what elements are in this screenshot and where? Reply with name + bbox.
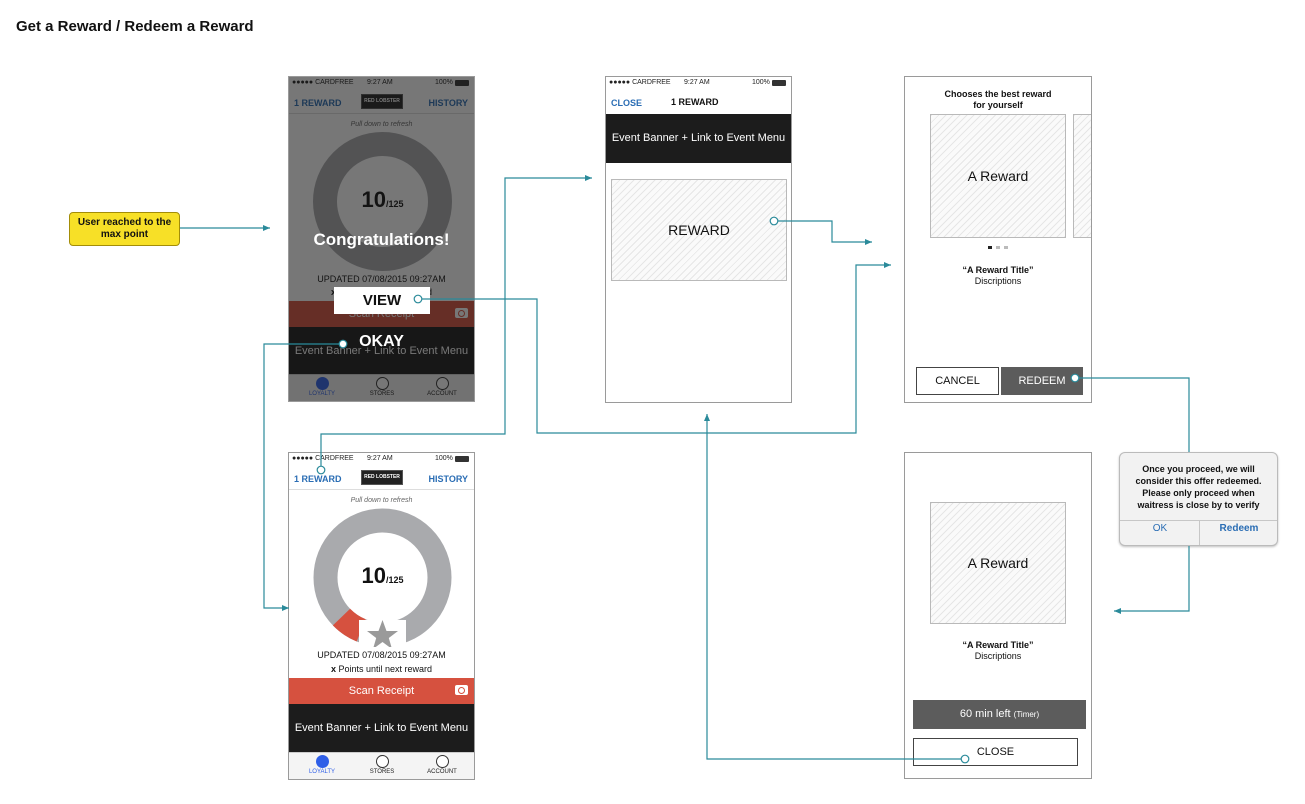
status-bar [606, 77, 791, 91]
redeemed-reward-image [930, 502, 1066, 624]
alert-redeem-label: Redeem [1219, 523, 1259, 534]
nav-bar [289, 467, 474, 490]
cancel-button[interactable] [916, 367, 999, 395]
stores-icon [376, 755, 389, 768]
pager-dot [1004, 246, 1008, 249]
redeem-button[interactable] [1001, 367, 1083, 395]
cancel-label: CANCEL [935, 375, 980, 387]
reward-title: “A Reward Title” [962, 265, 1034, 275]
alert-redeem-button[interactable] [1200, 523, 1278, 534]
alert-to-redeemed-arrow [1114, 546, 1189, 611]
points-max: /125 [385, 575, 404, 585]
timer-label: 60 min left [959, 708, 1011, 720]
points-value: 10 [361, 563, 386, 588]
carrier-label: ●●●●● CARDFREE [292, 455, 354, 462]
event-banner[interactable]: Event Banner + Link to Event Menu [289, 704, 474, 752]
loyalty-icon [316, 755, 329, 768]
alert-ok-button[interactable] [1121, 523, 1199, 534]
scan-receipt-bar[interactable] [289, 678, 474, 704]
choose-reward-phone [904, 76, 1092, 403]
timer-bar [913, 700, 1086, 729]
congrats-phone [288, 76, 475, 402]
redeemed-reward-title: “A Reward Title” [962, 640, 1034, 650]
camera-icon [455, 685, 468, 695]
view-button[interactable] [334, 287, 430, 314]
points-readout [329, 563, 436, 589]
battery-icon [455, 456, 469, 462]
pager-dot-active [988, 246, 992, 249]
account-icon [436, 755, 449, 768]
redeemed-phone [904, 452, 1092, 779]
view-label: VIEW [362, 292, 402, 309]
carrier-label: ●●●●● CARDFREE [609, 79, 671, 86]
brand-logo: RED LOBSTER [361, 470, 403, 485]
alert-message: Once you proceed, we will consider this offer redeemed. Please only proceed when waitress is close by to verify [1135, 464, 1262, 510]
redeemed-descriptions: Discriptions [974, 651, 1022, 661]
status-bar [289, 453, 474, 467]
battery-label: 100% [435, 455, 453, 462]
page-title: Get a Reward / Redeem a Reward [16, 18, 254, 35]
okay-button[interactable] [289, 333, 474, 351]
pager-dot [996, 246, 1000, 249]
max-point-note [69, 212, 180, 246]
battery-icon [772, 80, 786, 86]
reward-card[interactable] [611, 179, 787, 281]
progress-arc [341, 617, 361, 630]
tab-account[interactable] [417, 755, 467, 775]
battery-label: 100% [752, 79, 770, 86]
time-label: 9:27 AM [684, 79, 710, 86]
redeem-label: REDEEM [1018, 375, 1066, 387]
reward-descriptions: Discriptions [974, 276, 1022, 286]
tab-loyalty[interactable] [297, 755, 347, 775]
reward-list-title: 1 REWARD [671, 97, 719, 107]
close-label: CLOSE [976, 746, 1015, 758]
time-label: 9:27 AM [367, 455, 393, 462]
scan-receipt-label: Scan Receipt [348, 685, 415, 697]
okay-label: OKAY [359, 333, 404, 350]
reward-card-label: REWARD [668, 222, 730, 238]
points-until-label [289, 664, 474, 674]
pull-hint: Pull down to refresh [350, 497, 413, 504]
congrats-title: Congratulations! [313, 230, 450, 249]
reward-link[interactable]: 1 REWARD [294, 474, 342, 484]
points-until-text: Points until next reward [338, 664, 433, 674]
alert-ok-label: OK [1152, 523, 1168, 534]
redeemed-reward-label: A Reward [967, 555, 1029, 571]
confirm-alert [1119, 452, 1278, 546]
redeem-to-alert-line [1075, 378, 1189, 452]
close-button[interactable] [913, 738, 1078, 766]
tab-account-label: ACCOUNT [427, 769, 457, 775]
updated-label: UPDATED 07/08/2015 09:27AM [317, 650, 446, 660]
loyalty-phone [288, 452, 475, 780]
event-banner[interactable]: Event Banner + Link to Event Menu [606, 114, 791, 163]
tab-bar [289, 752, 474, 779]
reward-list-phone [605, 76, 792, 403]
tab-stores-label: STORES [369, 769, 395, 775]
history-link[interactable]: HISTORY [428, 474, 468, 484]
note-text: User reached to the max point [77, 217, 172, 240]
points-until-x: x [330, 664, 336, 674]
nav-bar [606, 91, 791, 113]
choose-heading [905, 89, 1091, 111]
tab-stores[interactable] [357, 755, 407, 775]
timer-suffix: (Timer) [1013, 710, 1040, 719]
reward-image[interactable] [930, 114, 1066, 238]
next-reward-image[interactable] [1073, 114, 1092, 238]
close-link[interactable]: CLOSE [611, 98, 643, 108]
tab-loyalty-label: LOYALTY [308, 769, 336, 775]
reward-image-label: A Reward [967, 168, 1029, 184]
choose-heading-line1: Chooses the best reward [944, 89, 1052, 99]
choose-heading-line2: for yourself [973, 100, 1023, 110]
